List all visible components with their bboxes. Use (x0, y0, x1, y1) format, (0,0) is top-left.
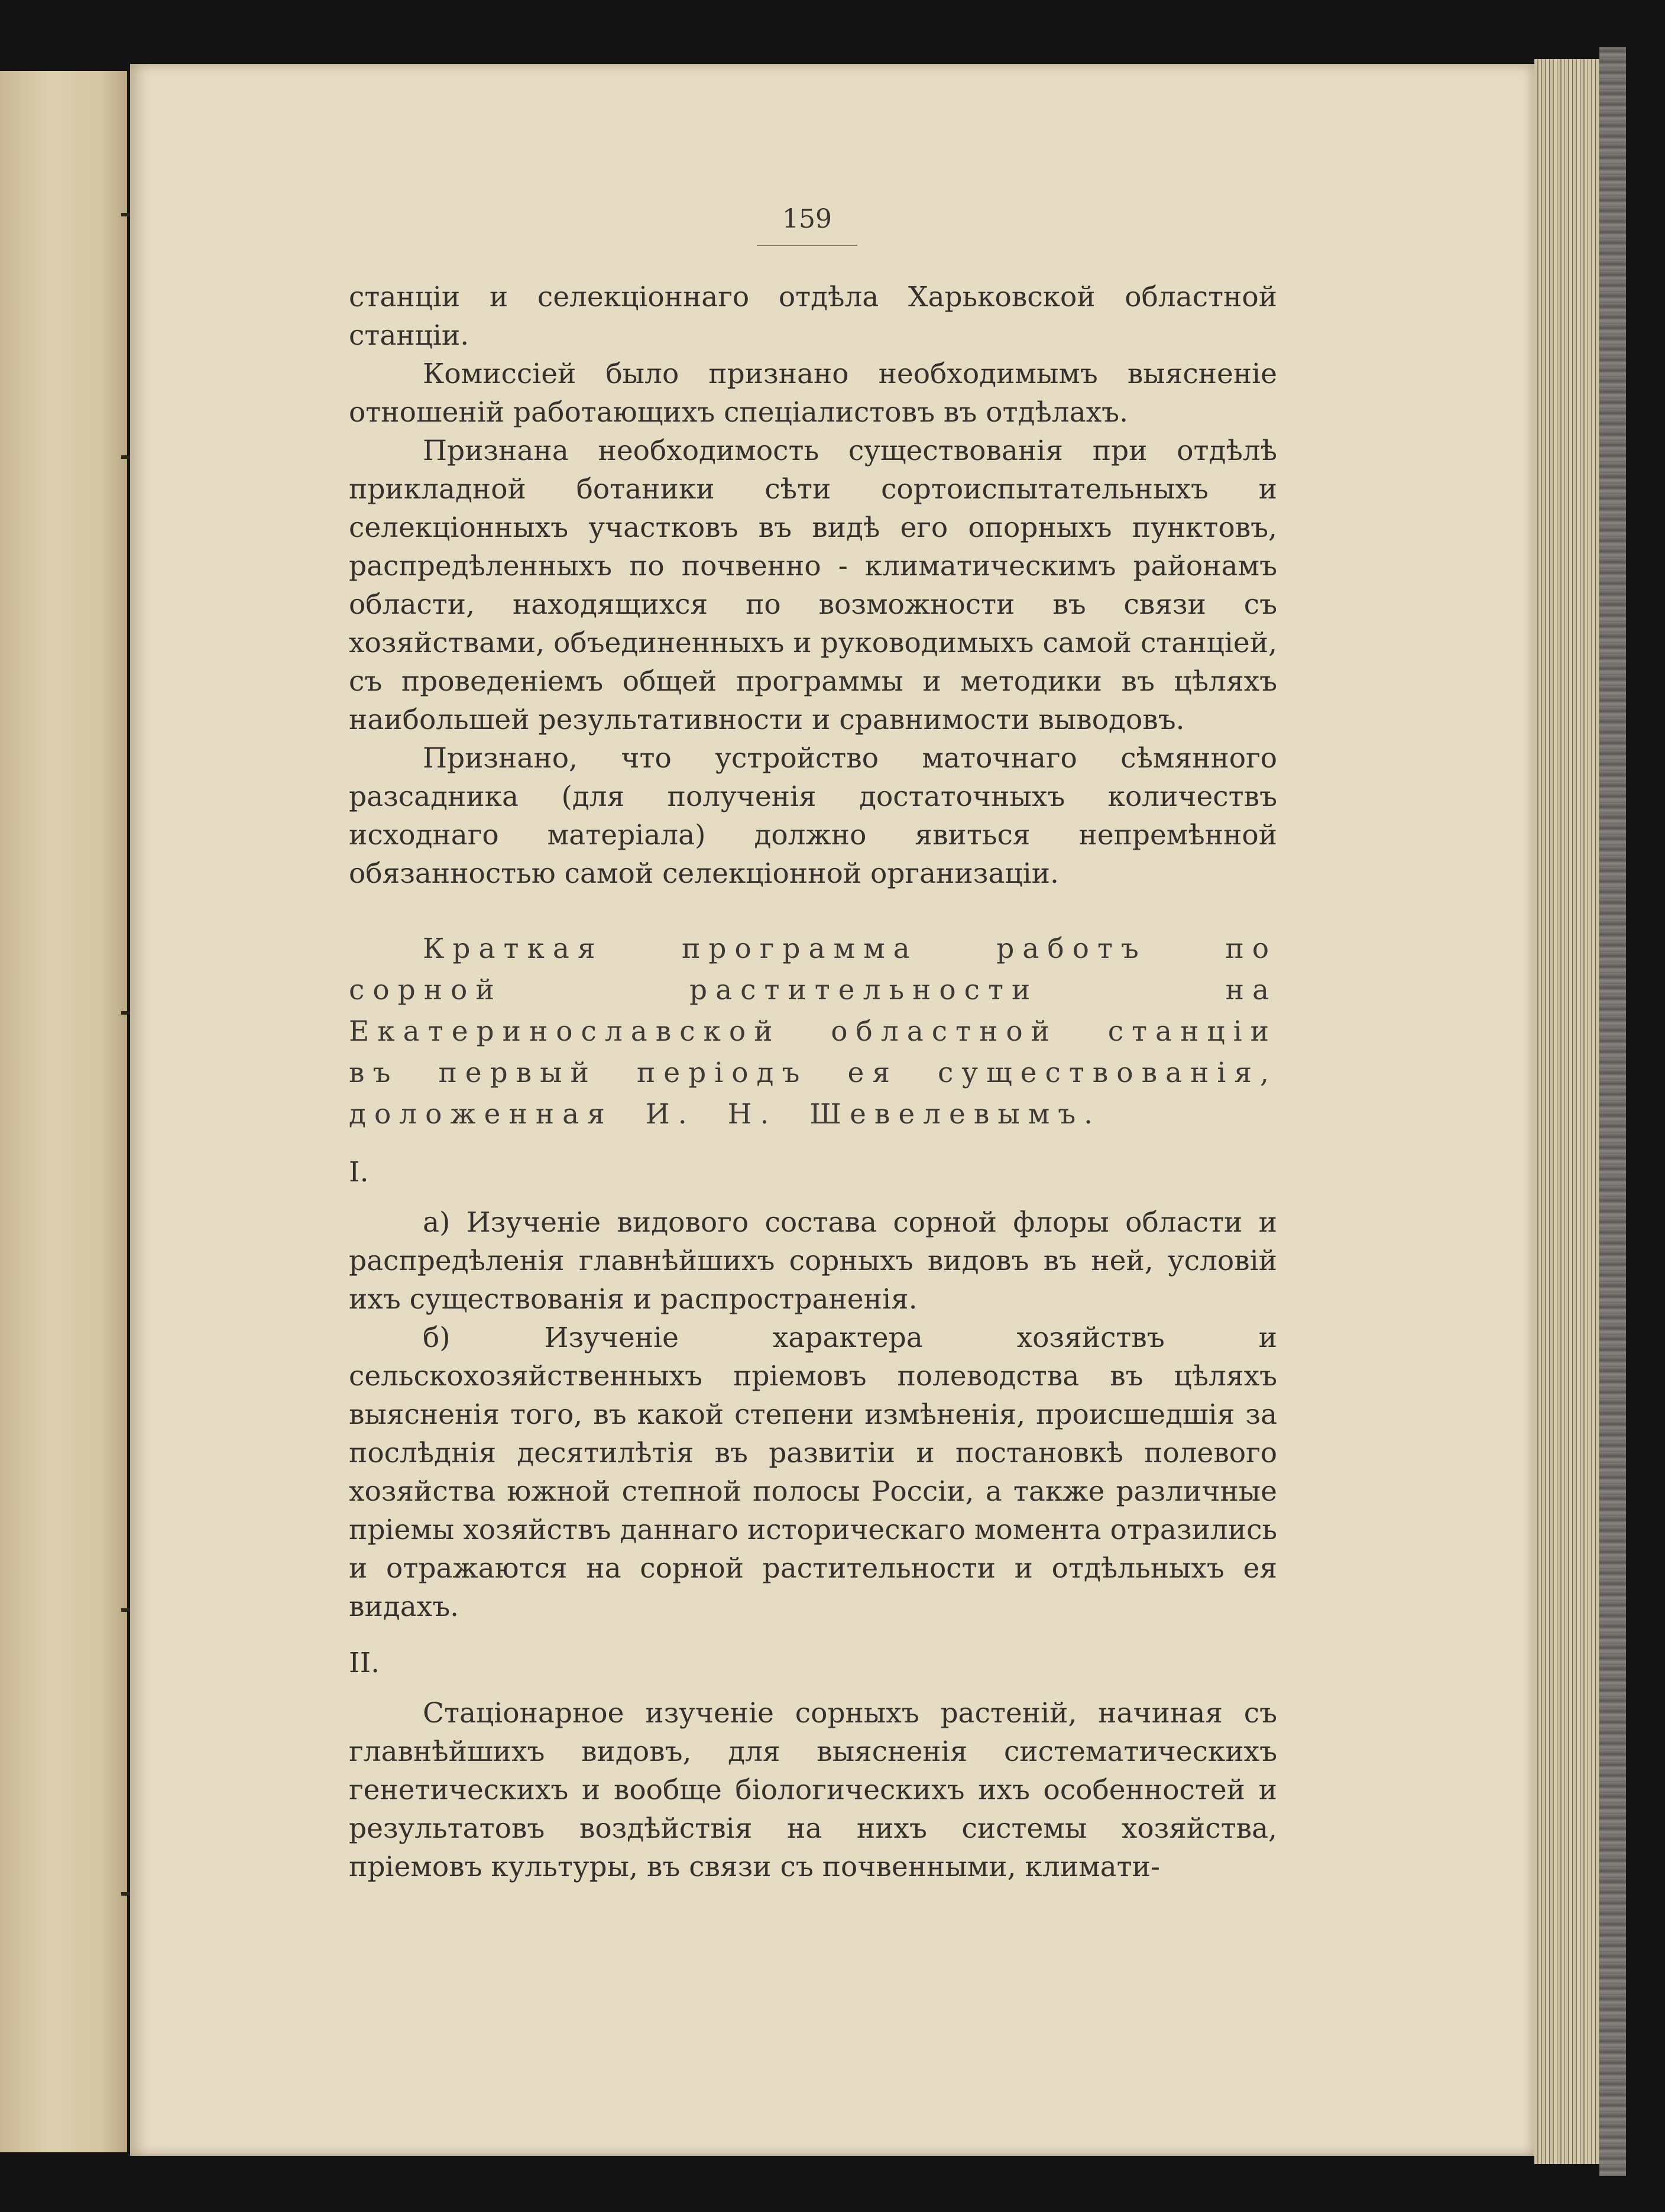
section-numeral: II. (349, 1647, 380, 1679)
page-edges (1534, 59, 1599, 2164)
paragraph: б) Изученіе характера хозяйствъ и сельскохозяйственныхъ пріемовъ полеводства въ цѣляхъ выясненія того, въ какой степени измѣненія, происшедшія за послѣднія десятилѣтія въ развитіи и постановкѣ полевого хозяйства южной степной полосы Россіи, а также различные пріемы хозяйствъ даннаго историческаго момента отразились и отражаются на сорной растительности и отдѣльныхъ ея видахъ. (349, 1322, 1277, 1623)
left-page-edge (0, 71, 127, 2152)
paragraph: Стаціонарное изученіе сорныхъ растеній, начиная съ главнѣйшихъ видовъ, для выясненія систематическихъ генетическихъ и вообще біологическихъ ихъ особенностей и результатовъ воздѣйствія на нихъ системы хозяйства, пріемовъ культуры, въ связи съ почвенными, климати- (349, 1697, 1277, 1883)
paragraph: Признано, что устройство маточнаго сѣмянного разсадника (для полученія достаточныхъ количествъ исходнаго матеріала) должно явиться непремѣнной обязанностью самой селекціонной организаціи. (349, 742, 1277, 890)
paragraph: а) Изученіе видового состава сорной флоры области и распредѣленія главнѣйшихъ сорныхъ видовъ въ ней, условій ихъ существованія и распространенія. (349, 1206, 1277, 1316)
paragraph: станціи и селекціоннаго отдѣла Харьковской областной станціи. (349, 281, 1277, 352)
book-cover-edge (1599, 47, 1626, 2176)
section-heading: Краткая программа работъ по сорной растительности на Екатеринославской областной станціи въ первый періодъ ея существованія, доложенная И. Н. Шевелевымъ. (349, 932, 1277, 1131)
page-number: 159 (757, 204, 857, 246)
section-numeral: I. (349, 1156, 369, 1188)
paragraph: Признана необходимость существованія при отдѣлѣ прикладной ботаники сѣти сортоиспытательныхъ и селекціонныхъ участковъ въ видѣ его опорныхъ пунктовъ, распредѣленныхъ по почвенно - климатическимъ районамъ области, находящихся по возможности въ связи съ хозяйствами, объединенныхъ и руководимыхъ самой станціей, съ проведеніемъ общей программы и методики въ цѣляхъ наибольшей результативности и сравнимости выводовъ. (349, 435, 1277, 736)
page-text (349, 278, 1277, 1886)
paragraph: Комиссіей было признано необходимымъ выясненіе отношеній работающихъ спеціалистовъ въ отдѣлахъ. (349, 358, 1277, 429)
